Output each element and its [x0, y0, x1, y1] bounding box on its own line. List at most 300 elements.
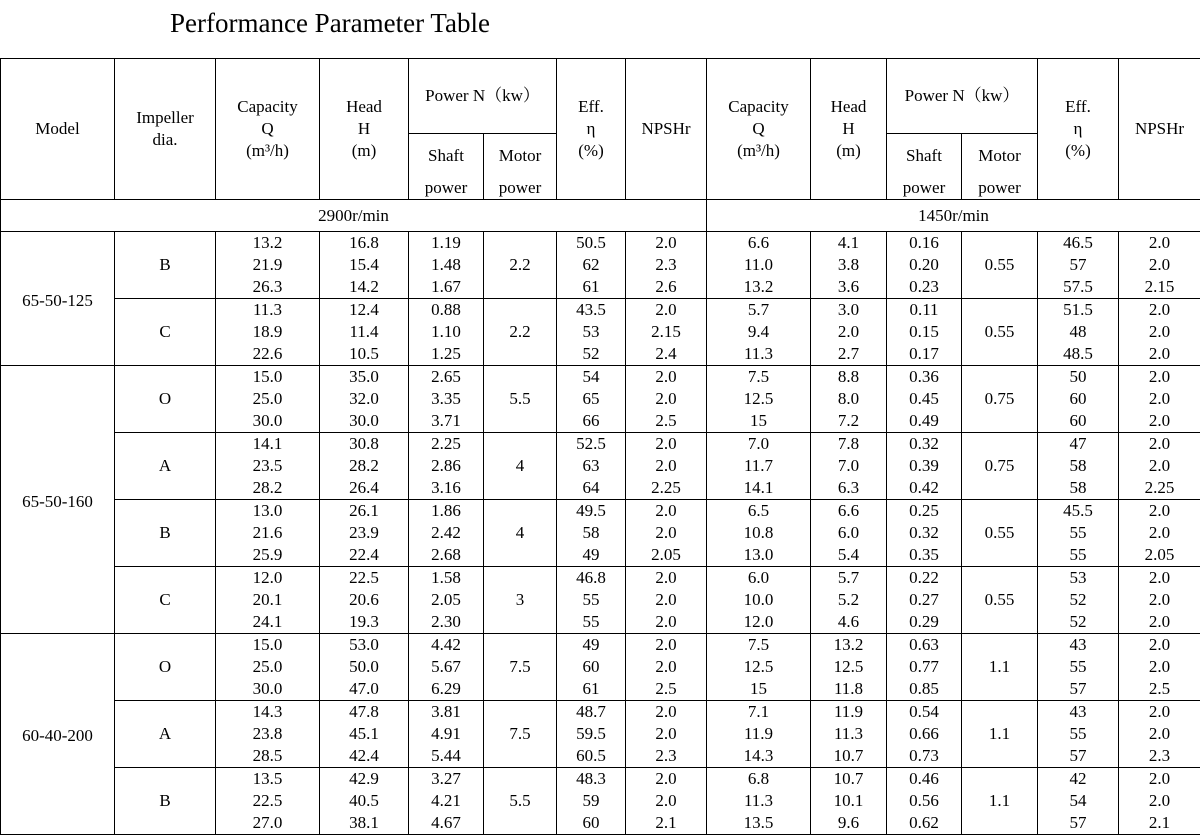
npshr-s2900-value: 2.0 [626, 790, 706, 812]
head-s1450-value: 5.4 [811, 544, 886, 566]
npshr-s1450 [1119, 567, 1200, 634]
head-s2900-value: 15.4 [320, 254, 408, 276]
head-s2900-value: 10.5 [320, 343, 408, 365]
motor-power-s1450: 0.75 [962, 433, 1038, 500]
head-s2900-value: 12.4 [320, 299, 408, 321]
head-s2900-value: 26.4 [320, 477, 408, 499]
head-s2900 [320, 299, 409, 366]
head-s2900-value: 22.5 [320, 567, 408, 589]
capacity-s1450-value: 10.0 [707, 589, 810, 611]
head-s1450-value: 4.1 [811, 232, 886, 254]
npshr-s1450-value: 2.0 [1119, 768, 1200, 790]
npshr-s1450-value: 2.0 [1119, 455, 1200, 477]
npshr-s2900 [626, 366, 707, 433]
shaft-power-s2900-value: 1.48 [409, 254, 483, 276]
head-s1450-value: 3.6 [811, 276, 886, 298]
head-s2900-value: 28.2 [320, 455, 408, 477]
capacity-s1450-value: 7.5 [707, 366, 810, 388]
efficiency-s1450 [1038, 567, 1119, 634]
head-s1450-value: 7.0 [811, 455, 886, 477]
efficiency-s2900-value: 59.5 [557, 723, 625, 745]
efficiency-s2900-value: 58 [557, 522, 625, 544]
head-s1450-value: 4.6 [811, 611, 886, 633]
head-header-1450: Head H (m) [811, 59, 887, 200]
shaft-power-s1450 [887, 366, 962, 433]
capacity-s1450-value: 13.2 [707, 276, 810, 298]
head-s2900-value: 14.2 [320, 276, 408, 298]
efficiency-s1450-value: 55 [1038, 522, 1118, 544]
performance-table [0, 58, 1200, 835]
capacity-s1450-value: 7.1 [707, 701, 810, 723]
shaft-power-s2900-value: 3.16 [409, 477, 483, 499]
impeller-header: Impeller dia. [115, 59, 216, 200]
shaft-power-s1450-value: 0.32 [887, 522, 961, 544]
efficiency-s2900-value: 53 [557, 321, 625, 343]
head-s1450 [811, 701, 887, 768]
capacity-s2900-value: 11.3 [216, 299, 319, 321]
capacity-s1450-value: 12.5 [707, 388, 810, 410]
capacity-s1450-value: 14.3 [707, 745, 810, 767]
table-row [1, 768, 1200, 835]
head-s1450-value: 3.8 [811, 254, 886, 276]
motor-power-s1450: 0.75 [962, 366, 1038, 433]
shaft-power-s1450-value: 0.11 [887, 299, 961, 321]
npshr-s2900-value: 2.25 [626, 477, 706, 499]
efficiency-s2900-value: 48.3 [557, 768, 625, 790]
npshr-s1450 [1119, 500, 1200, 567]
efficiency-s1450-value: 46.5 [1038, 232, 1118, 254]
motor-power-s2900: 3 [484, 567, 557, 634]
shaft-power-s2900-value: 1.25 [409, 343, 483, 365]
npshr-header-1450: NPSHr [1119, 59, 1200, 200]
npshr-s1450-value: 2.5 [1119, 678, 1200, 700]
npshr-s2900-value: 2.6 [626, 276, 706, 298]
head-s1450-value: 5.2 [811, 589, 886, 611]
npshr-s1450-value: 2.0 [1119, 611, 1200, 633]
shaft-power-s2900 [409, 500, 484, 567]
head-s1450 [811, 232, 887, 299]
shaft-power-s1450-value: 0.46 [887, 768, 961, 790]
capacity-s2900-value: 13.2 [216, 232, 319, 254]
capacity-s2900-value: 25.0 [216, 656, 319, 678]
model-name: 60-40-200 [1, 634, 115, 835]
impeller-dia: B [115, 768, 216, 835]
head-s2900 [320, 567, 409, 634]
head-s2900-value: 40.5 [320, 790, 408, 812]
efficiency-s1450-value: 52 [1038, 611, 1118, 633]
impeller-dia: B [115, 232, 216, 299]
efficiency-s1450-value: 57 [1038, 678, 1118, 700]
efficiency-s2900-value: 48.7 [557, 701, 625, 723]
efficiency-s1450 [1038, 701, 1119, 768]
efficiency-s1450-value: 58 [1038, 477, 1118, 499]
capacity-s1450 [707, 232, 811, 299]
efficiency-s1450-value: 52 [1038, 589, 1118, 611]
capacity-s2900-value: 13.5 [216, 768, 319, 790]
npshr-s2900 [626, 567, 707, 634]
npshr-s2900-value: 2.0 [626, 388, 706, 410]
efficiency-s2900-value: 49.5 [557, 500, 625, 522]
head-s2900-value: 22.4 [320, 544, 408, 566]
shaft-power-s1450-value: 0.17 [887, 343, 961, 365]
motor-power-s2900: 2.2 [484, 232, 557, 299]
capacity-s1450 [707, 701, 811, 768]
capacity-s2900 [216, 567, 320, 634]
npshr-s1450-value: 2.1 [1119, 812, 1200, 834]
capacity-s2900 [216, 500, 320, 567]
shaft-power-s2900-value: 1.86 [409, 500, 483, 522]
head-s1450-value: 10.1 [811, 790, 886, 812]
capacity-s1450-value: 11.9 [707, 723, 810, 745]
head-s2900-value: 50.0 [320, 656, 408, 678]
shaft-power-s1450 [887, 232, 962, 299]
shaft-power-s2900-value: 3.81 [409, 701, 483, 723]
head-s2900-value: 20.6 [320, 589, 408, 611]
impeller-dia: O [115, 634, 216, 701]
npshr-s2900-value: 2.15 [626, 321, 706, 343]
efficiency-s2900-value: 52 [557, 343, 625, 365]
efficiency-s1450-value: 42 [1038, 768, 1118, 790]
motor-power-s2900: 5.5 [484, 768, 557, 835]
efficiency-s1450 [1038, 232, 1119, 299]
shaft-power-s2900 [409, 433, 484, 500]
efficiency-s1450-value: 57 [1038, 254, 1118, 276]
npshr-s1450-value: 2.0 [1119, 343, 1200, 365]
npshr-s2900-value: 2.3 [626, 254, 706, 276]
capacity-s2900-value: 30.0 [216, 678, 319, 700]
efficiency-s1450-value: 60 [1038, 388, 1118, 410]
npshr-s1450-value: 2.0 [1119, 388, 1200, 410]
table-row [1, 634, 1200, 701]
shaft-power-s2900-value: 5.44 [409, 745, 483, 767]
efficiency-s1450 [1038, 299, 1119, 366]
head-s2900-value: 26.1 [320, 500, 408, 522]
table-row [1, 232, 1200, 299]
shaft-power-s2900-value: 2.30 [409, 611, 483, 633]
motor-power-s2900: 7.5 [484, 634, 557, 701]
npshr-s2900-value: 2.0 [626, 567, 706, 589]
npshr-s2900 [626, 768, 707, 835]
efficiency-s2900-value: 61 [557, 678, 625, 700]
shaft-power-s1450 [887, 299, 962, 366]
shaft-power-s1450-value: 0.45 [887, 388, 961, 410]
model-header: Model [1, 59, 115, 200]
speed-2900-label: 2900r/min [1, 200, 707, 232]
capacity-s1450-value: 11.3 [707, 790, 810, 812]
speed-1450-label: 1450r/min [707, 200, 1200, 232]
efficiency-s2900-value: 64 [557, 477, 625, 499]
capacity-s1450-value: 12.0 [707, 611, 810, 633]
motor-power-s1450: 1.1 [962, 768, 1038, 835]
efficiency-s2900-value: 63 [557, 455, 625, 477]
capacity-s1450-value: 11.0 [707, 254, 810, 276]
motor-power-s1450: 0.55 [962, 232, 1038, 299]
efficiency-s2900-value: 66 [557, 410, 625, 432]
motor-power-s1450: 1.1 [962, 634, 1038, 701]
efficiency-s1450-value: 51.5 [1038, 299, 1118, 321]
efficiency-s2900-value: 65 [557, 388, 625, 410]
speed-row [1, 200, 1200, 232]
npshr-s2900-value: 2.0 [626, 500, 706, 522]
head-s1450 [811, 567, 887, 634]
npshr-s2900 [626, 232, 707, 299]
shaft-power-s2900-value: 3.27 [409, 768, 483, 790]
npshr-s2900-value: 2.0 [626, 232, 706, 254]
shaft-power-s2900 [409, 366, 484, 433]
motor-power-s2900: 4 [484, 500, 557, 567]
eff-header-1450: Eff. η (%) [1038, 59, 1119, 200]
motor-power-s2900: 7.5 [484, 701, 557, 768]
shaft-power-s1450 [887, 701, 962, 768]
capacity-s2900 [216, 634, 320, 701]
npshr-s2900-value: 2.0 [626, 455, 706, 477]
efficiency-s1450 [1038, 768, 1119, 835]
shaft-power-s1450 [887, 567, 962, 634]
capacity-s2900-value: 20.1 [216, 589, 319, 611]
shaft-power-s2900-value: 4.91 [409, 723, 483, 745]
capacity-s1450-value: 11.7 [707, 455, 810, 477]
capacity-s2900-value: 27.0 [216, 812, 319, 834]
head-s1450-value: 12.5 [811, 656, 886, 678]
npshr-s1450-value: 2.3 [1119, 745, 1200, 767]
head-s2900-value: 45.1 [320, 723, 408, 745]
efficiency-s1450-value: 48.5 [1038, 343, 1118, 365]
efficiency-s2900-value: 60.5 [557, 745, 625, 767]
table-row [1, 500, 1200, 567]
capacity-s2900-value: 13.0 [216, 500, 319, 522]
npshr-s2900 [626, 701, 707, 768]
head-s1450-value: 5.7 [811, 567, 886, 589]
shaft-power-s1450-value: 0.20 [887, 254, 961, 276]
head-header-2900: Head H (m) [320, 59, 409, 200]
efficiency-s2900-value: 61 [557, 276, 625, 298]
efficiency-s2900 [557, 366, 626, 433]
npshr-s2900 [626, 500, 707, 567]
efficiency-s2900-value: 43.5 [557, 299, 625, 321]
npshr-s1450-value: 2.25 [1119, 477, 1200, 499]
capacity-s1450 [707, 299, 811, 366]
shaft-power-s1450-value: 0.77 [887, 656, 961, 678]
head-s1450-value: 7.2 [811, 410, 886, 432]
efficiency-s2900 [557, 567, 626, 634]
capacity-s1450-value: 6.6 [707, 232, 810, 254]
power-header-2900: Power N（kw） [409, 59, 557, 134]
npshr-s1450-value: 2.0 [1119, 634, 1200, 656]
capacity-s1450 [707, 768, 811, 835]
capacity-s1450-value: 7.0 [707, 433, 810, 455]
npshr-s1450-value: 2.0 [1119, 232, 1200, 254]
shaft-power-s1450-value: 0.36 [887, 366, 961, 388]
efficiency-s1450-value: 57.5 [1038, 276, 1118, 298]
capacity-s2900-value: 22.6 [216, 343, 319, 365]
capacity-s1450-value: 9.4 [707, 321, 810, 343]
motor-power-s2900: 4 [484, 433, 557, 500]
shaft-power-s2900 [409, 701, 484, 768]
shaft-power-s2900-value: 5.67 [409, 656, 483, 678]
head-s1450-value: 11.3 [811, 723, 886, 745]
npshr-s1450-value: 2.0 [1119, 723, 1200, 745]
head-s2900 [320, 634, 409, 701]
npshr-s1450-value: 2.0 [1119, 299, 1200, 321]
capacity-s1450-value: 6.8 [707, 768, 810, 790]
efficiency-s2900-value: 50.5 [557, 232, 625, 254]
npshr-s1450-value: 2.0 [1119, 701, 1200, 723]
capacity-s1450 [707, 366, 811, 433]
npshr-s2900-value: 2.4 [626, 343, 706, 365]
efficiency-s1450-value: 48 [1038, 321, 1118, 343]
head-s1450-value: 13.2 [811, 634, 886, 656]
shaft-power-s2900 [409, 768, 484, 835]
eff-header-2900: Eff. η (%) [557, 59, 626, 200]
capacity-s1450 [707, 567, 811, 634]
motor-power-s2900: 2.2 [484, 299, 557, 366]
capacity-s1450-value: 13.5 [707, 812, 810, 834]
shaft-power-s1450-value: 0.32 [887, 433, 961, 455]
shaft-power-s1450 [887, 433, 962, 500]
shaft-power-s1450-value: 0.27 [887, 589, 961, 611]
motor-power-s2900: 5.5 [484, 366, 557, 433]
capacity-s2900-value: 23.5 [216, 455, 319, 477]
efficiency-s2900-value: 62 [557, 254, 625, 276]
shaft-power-s1450-value: 0.56 [887, 790, 961, 812]
capacity-s1450-value: 5.7 [707, 299, 810, 321]
capacity-s1450 [707, 634, 811, 701]
motor-power-header-2900: Motor power [484, 134, 557, 200]
shaft-power-s2900-value: 1.19 [409, 232, 483, 254]
model-name: 65-50-125 [1, 232, 115, 366]
efficiency-s1450-value: 57 [1038, 745, 1118, 767]
shaft-power-s1450-value: 0.42 [887, 477, 961, 499]
head-s1450 [811, 366, 887, 433]
npshr-s1450-value: 2.0 [1119, 522, 1200, 544]
efficiency-s2900-value: 59 [557, 790, 625, 812]
shaft-power-s2900 [409, 299, 484, 366]
power-header-1450: Power N（kw） [887, 59, 1038, 134]
table-row [1, 701, 1200, 768]
shaft-power-s1450-value: 0.85 [887, 678, 961, 700]
shaft-power-s2900 [409, 232, 484, 299]
table-row [1, 433, 1200, 500]
head-s1450-value: 11.8 [811, 678, 886, 700]
capacity-s2900-value: 22.5 [216, 790, 319, 812]
shaft-power-s2900-value: 2.86 [409, 455, 483, 477]
motor-power-s1450: 0.55 [962, 500, 1038, 567]
efficiency-s1450-value: 43 [1038, 701, 1118, 723]
motor-power-s1450: 0.55 [962, 567, 1038, 634]
npshr-s1450 [1119, 232, 1200, 299]
motor-power-s1450: 0.55 [962, 299, 1038, 366]
npshr-s2900-value: 2.05 [626, 544, 706, 566]
shaft-power-s2900-value: 0.88 [409, 299, 483, 321]
header-row [1, 59, 1200, 134]
shaft-power-s1450-value: 0.35 [887, 544, 961, 566]
efficiency-s1450-value: 58 [1038, 455, 1118, 477]
shaft-power-s1450-value: 0.62 [887, 812, 961, 834]
npshr-s2900-value: 2.0 [626, 634, 706, 656]
capacity-s2900-value: 14.1 [216, 433, 319, 455]
capacity-s2900-value: 24.1 [216, 611, 319, 633]
capacity-s1450-value: 15 [707, 410, 810, 432]
head-s2900 [320, 768, 409, 835]
capacity-s1450-value: 14.1 [707, 477, 810, 499]
shaft-power-s2900-value: 4.42 [409, 634, 483, 656]
npshr-s1450-value: 2.05 [1119, 544, 1200, 566]
model-name: 65-50-160 [1, 366, 115, 634]
shaft-power-s2900 [409, 567, 484, 634]
capacity-s2900-value: 23.8 [216, 723, 319, 745]
head-s1450-value: 6.0 [811, 522, 886, 544]
head-s1450-value: 2.0 [811, 321, 886, 343]
shaft-power-s2900-value: 2.68 [409, 544, 483, 566]
npshr-s1450 [1119, 299, 1200, 366]
head-s1450-value: 9.6 [811, 812, 886, 834]
shaft-power-s1450-value: 0.22 [887, 567, 961, 589]
shaft-power-s2900-value: 4.21 [409, 790, 483, 812]
npshr-s1450-value: 2.0 [1119, 790, 1200, 812]
efficiency-s1450-value: 43 [1038, 634, 1118, 656]
capacity-s2900-value: 25.0 [216, 388, 319, 410]
head-s2900-value: 11.4 [320, 321, 408, 343]
capacity-s2900-value: 28.5 [216, 745, 319, 767]
npshr-s1450 [1119, 433, 1200, 500]
capacity-s1450-value: 10.8 [707, 522, 810, 544]
capacity-s2900-value: 30.0 [216, 410, 319, 432]
head-s2900-value: 32.0 [320, 388, 408, 410]
efficiency-s1450 [1038, 366, 1119, 433]
npshr-s1450-value: 2.0 [1119, 410, 1200, 432]
capacity-s2900-value: 15.0 [216, 366, 319, 388]
npshr-s1450 [1119, 634, 1200, 701]
capacity-s2900 [216, 433, 320, 500]
table-row [1, 299, 1200, 366]
shaft-power-s2900-value: 2.65 [409, 366, 483, 388]
impeller-dia: O [115, 366, 216, 433]
efficiency-s2900-value: 60 [557, 656, 625, 678]
capacity-s2900 [216, 299, 320, 366]
shaft-power-s2900-value: 4.67 [409, 812, 483, 834]
capacity-s1450-value: 11.3 [707, 343, 810, 365]
shaft-power-s1450-value: 0.23 [887, 276, 961, 298]
shaft-power-s2900-value: 2.42 [409, 522, 483, 544]
npshr-s2900-value: 2.0 [626, 611, 706, 633]
shaft-power-s2900-value: 6.29 [409, 678, 483, 700]
efficiency-s2900 [557, 701, 626, 768]
efficiency-s1450-value: 55 [1038, 656, 1118, 678]
head-s2900 [320, 500, 409, 567]
efficiency-s2900-value: 52.5 [557, 433, 625, 455]
efficiency-s1450-value: 57 [1038, 812, 1118, 834]
capacity-s2900-value: 26.3 [216, 276, 319, 298]
capacity-s1450 [707, 433, 811, 500]
head-s2900-value: 16.8 [320, 232, 408, 254]
capacity-s2900 [216, 232, 320, 299]
impeller-dia: C [115, 299, 216, 366]
efficiency-s2900-value: 49 [557, 634, 625, 656]
shaft-power-s2900-value: 2.05 [409, 589, 483, 611]
head-s1450-value: 6.6 [811, 500, 886, 522]
npshr-s2900 [626, 634, 707, 701]
shaft-power-header-2900: Shaft power [409, 134, 484, 200]
head-s1450-value: 8.0 [811, 388, 886, 410]
shaft-power-s2900-value: 3.35 [409, 388, 483, 410]
shaft-power-s1450-value: 0.29 [887, 611, 961, 633]
shaft-power-s2900-value: 1.58 [409, 567, 483, 589]
shaft-power-s2900-value: 1.67 [409, 276, 483, 298]
npshr-s2900 [626, 299, 707, 366]
head-s2900-value: 23.9 [320, 522, 408, 544]
efficiency-s1450-value: 50 [1038, 366, 1118, 388]
npshr-s1450-value: 2.0 [1119, 321, 1200, 343]
